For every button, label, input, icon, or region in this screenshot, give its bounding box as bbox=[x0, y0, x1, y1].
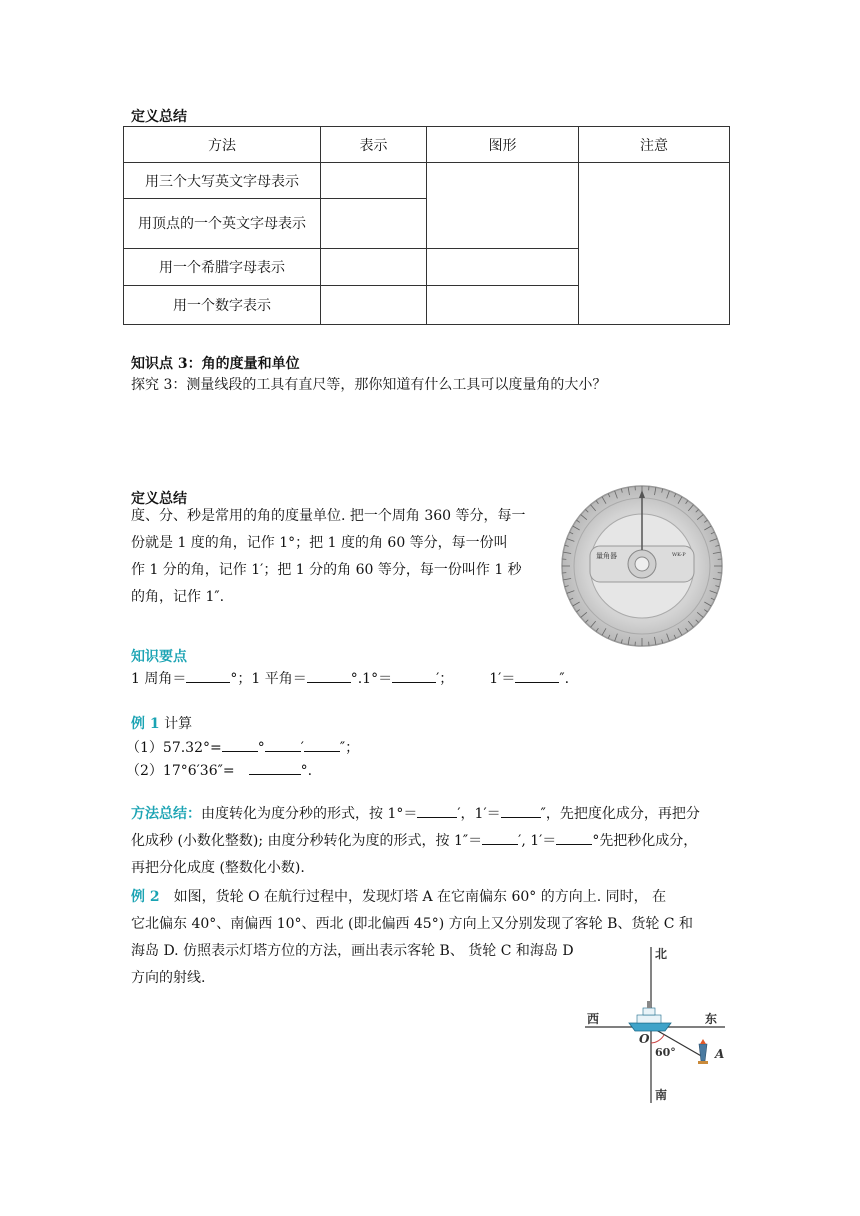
key-points-text: ″. bbox=[559, 671, 570, 687]
section2-line: 份就是 1 度的角，记作 1°；把 1 度的角 60 等分，每一份叫 bbox=[131, 535, 508, 551]
answer-blank[interactable] bbox=[417, 803, 457, 818]
table-header-method: 方法 bbox=[124, 127, 321, 163]
example2-text: 方向的射线. bbox=[131, 970, 206, 986]
answer-blank[interactable] bbox=[249, 760, 301, 775]
key-points-text: °.1°＝ bbox=[350, 671, 393, 687]
protractor-image bbox=[560, 484, 724, 648]
answer-blank[interactable] bbox=[307, 668, 351, 683]
angle-arc bbox=[651, 1035, 664, 1043]
answer-blank[interactable] bbox=[265, 737, 301, 752]
answer-blank[interactable] bbox=[222, 737, 258, 752]
question-text: （2）17°6′36″= bbox=[126, 763, 235, 779]
example2-text: 它北偏东 40°、南偏西 10°、西北 (即北偏西 45°) 方向上又分别发现了客轮 B、货轮 C 和 bbox=[131, 916, 693, 932]
table-row-method: 用顶点的一个英文字母表示 bbox=[124, 199, 321, 249]
label-point-a: A bbox=[715, 1047, 725, 1061]
question-text: （1）57.32°= bbox=[126, 740, 222, 756]
label-west: 西 bbox=[587, 1012, 600, 1026]
answer-blank[interactable] bbox=[515, 668, 559, 683]
label-east: 东 bbox=[705, 1012, 718, 1026]
table-header-notation: 表示 bbox=[321, 127, 427, 163]
protractor-label: 量角器 bbox=[596, 552, 617, 560]
key-points-text: ′； bbox=[436, 671, 454, 687]
key-points-line bbox=[131, 668, 569, 688]
table-header-note: 注意 bbox=[579, 127, 730, 163]
table-cell-empty bbox=[427, 163, 579, 249]
table-cell-empty bbox=[321, 163, 427, 199]
method-label: 方法总结： bbox=[131, 806, 201, 822]
table-row-method: 用三个大写英文字母表示 bbox=[124, 163, 321, 199]
question-text: ″； bbox=[339, 740, 360, 756]
answer-blank[interactable] bbox=[392, 668, 436, 683]
key-points-title: 知识要点 bbox=[131, 649, 187, 665]
section2-line: 度、分、秒是常用的角的度量单位. 把一个周角 360 等分，每一 bbox=[131, 508, 526, 524]
label-north: 北 bbox=[655, 947, 668, 961]
method-text: 化成秒 (小数化整数); 由度分秒转化为度的形式，按 1″＝ bbox=[131, 833, 483, 849]
protractor-label: WK-P bbox=[672, 552, 686, 558]
label-angle: 60° bbox=[655, 1046, 676, 1059]
answer-blank[interactable] bbox=[556, 830, 592, 845]
answer-blank[interactable] bbox=[304, 737, 340, 752]
table-cell-empty bbox=[579, 163, 730, 325]
section2-line: 的角，记作 1″. bbox=[131, 589, 225, 605]
method-text: ′, 1′＝ bbox=[518, 833, 557, 849]
section1-title: 定义总结 bbox=[131, 109, 187, 125]
table-cell-empty bbox=[321, 286, 427, 325]
answer-blank[interactable] bbox=[501, 803, 541, 818]
lighthouse-icon bbox=[698, 1039, 708, 1064]
method-text: ′，1′＝ bbox=[457, 806, 501, 822]
label-origin: O bbox=[639, 1032, 650, 1046]
table-header-figure: 图形 bbox=[427, 127, 579, 163]
example1-label: 例 1 bbox=[131, 716, 160, 732]
example1-task: 计算 bbox=[164, 716, 193, 732]
method-text: ″，先把度化成分，再把分 bbox=[540, 806, 700, 822]
example2-text: 如图，货轮 O 在航行过程中，发现灯塔 A 在它南偏东 60° 的方向上. 同时， 在 bbox=[173, 889, 667, 905]
compass-diagram bbox=[585, 945, 735, 1105]
section2-title: 定义总结 bbox=[131, 491, 187, 507]
method-text: 由度转化为度分秒的形式，按 1°＝ bbox=[201, 806, 418, 822]
example2-label: 例 2 bbox=[131, 889, 160, 905]
answer-blank[interactable] bbox=[482, 830, 518, 845]
example1-q2 bbox=[126, 760, 312, 780]
key-points-text: °；1 平角＝ bbox=[230, 671, 307, 687]
knowledge3-title: 知识点 3：角的度量和单位 bbox=[131, 356, 300, 372]
knowledge3-explore: 探究 3：测量线段的工具有直尺等，那你知道有什么工具可以度量角的大小？ bbox=[131, 377, 607, 393]
example1-header bbox=[131, 713, 192, 733]
question-text: ° bbox=[257, 740, 265, 756]
table-cell-empty bbox=[321, 199, 427, 249]
example2-text: 海岛 D. 仿照表示灯塔方位的方法，画出表示客轮 B、 货轮 C 和海岛 D bbox=[131, 943, 574, 959]
table-row-method: 用一个希腊字母表示 bbox=[124, 249, 321, 286]
answer-blank[interactable] bbox=[186, 668, 230, 683]
ship-icon bbox=[629, 1001, 671, 1031]
key-points-text: 1 周角＝ bbox=[131, 671, 187, 687]
question-text: ′ bbox=[300, 740, 304, 756]
table-cell-empty bbox=[321, 249, 427, 286]
key-points-text: 1′＝ bbox=[489, 671, 516, 687]
section2-line: 作 1 分的角，记作 1′；把 1 分的角 60 等分，每一份叫作 1 秒 bbox=[131, 562, 522, 578]
question-text: °. bbox=[300, 763, 313, 779]
label-south: 南 bbox=[655, 1088, 668, 1102]
table-cell-empty bbox=[427, 249, 579, 286]
method-summary bbox=[131, 801, 731, 882]
definition-table bbox=[123, 126, 730, 325]
method-text: °先把秒化成分， bbox=[592, 833, 698, 849]
method-text: 再把分化成度 (整数化小数). bbox=[131, 860, 305, 876]
table-row-method: 用一个数字表示 bbox=[124, 286, 321, 325]
example1-q1 bbox=[126, 737, 359, 757]
table-cell-empty bbox=[427, 286, 579, 325]
section2-text bbox=[131, 503, 551, 611]
